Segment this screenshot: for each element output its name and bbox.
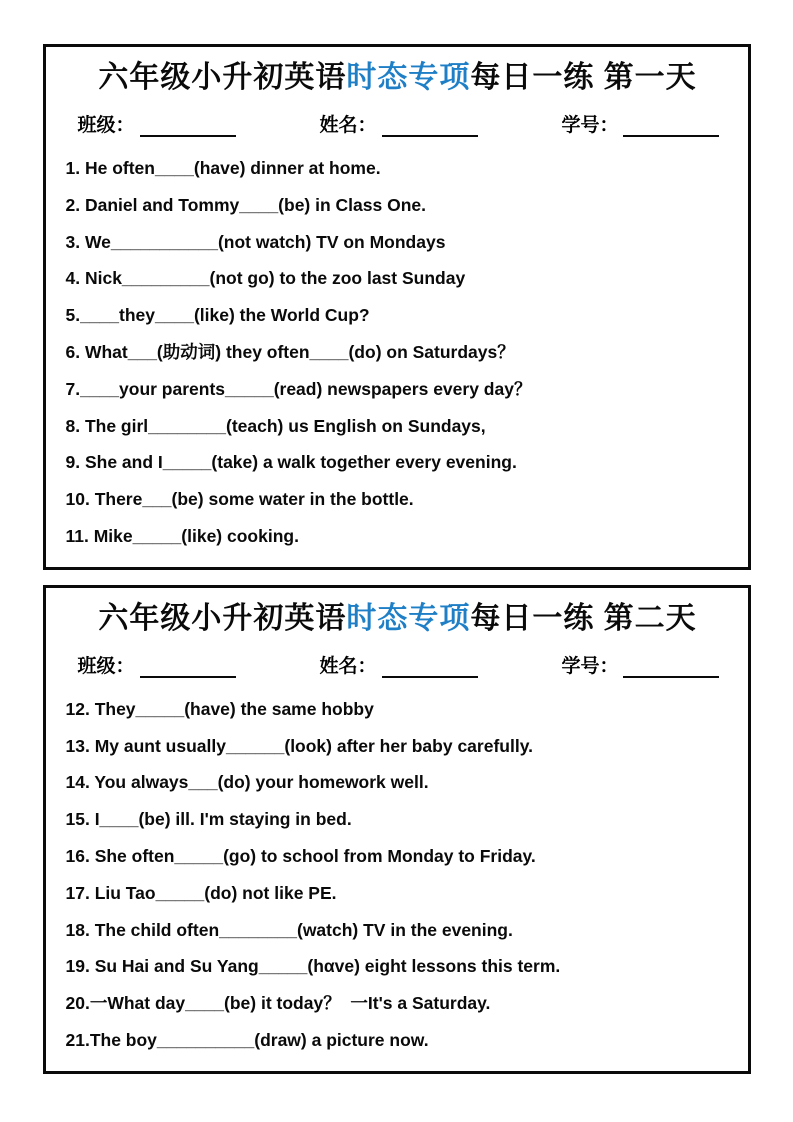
student-number-label: 学号： bbox=[561, 115, 619, 136]
student-number-label: 学号： bbox=[561, 655, 619, 677]
title-prefix: 六年级小升初英语 bbox=[98, 601, 347, 635]
student-number-field bbox=[561, 651, 719, 678]
exercise-list-day1 bbox=[66, 150, 730, 555]
exercise-item-8: 8. The girl________(teach) us English on Sundays, bbox=[65, 415, 486, 436]
title-highlight: 时态专项 bbox=[346, 601, 471, 635]
class-field bbox=[78, 651, 236, 678]
student-info-row bbox=[78, 110, 720, 137]
class-blank-line bbox=[140, 114, 236, 137]
title-suffix: 每日一练 第一天 bbox=[470, 61, 697, 94]
exercise-item-13: 13. My aunt usually______(look) after her baby carefully. bbox=[65, 735, 533, 756]
worksheet-day2 bbox=[43, 585, 751, 1074]
worksheet-title-day1 bbox=[66, 55, 730, 101]
student-info-row bbox=[78, 651, 720, 678]
name-label: 姓名： bbox=[319, 655, 377, 677]
exercise-item-5: 5.____they____(like) the World Cup? bbox=[65, 305, 370, 326]
worksheet-day1 bbox=[43, 44, 751, 570]
name-field bbox=[319, 110, 477, 137]
exercise-item-20: 20.一What day____(be) it today？ 一It's a Saturday. bbox=[65, 993, 491, 1014]
student-number-blank-line bbox=[623, 114, 719, 137]
class-field bbox=[78, 110, 236, 137]
name-blank-line bbox=[382, 655, 478, 678]
exercise-item-17: 17. Liu Tao_____(do) not like PE. bbox=[65, 882, 337, 903]
exercise-item-16: 16. She often_____(go) to school from Monday to Friday. bbox=[65, 845, 536, 866]
exercise-item-9: 9. She and I_____(take) a walk together every evening. bbox=[65, 452, 517, 473]
worksheet-title-day2 bbox=[66, 596, 730, 642]
class-blank-line bbox=[140, 655, 236, 678]
name-label: 姓名： bbox=[319, 115, 377, 136]
exercise-item-7: 7.____your parents_____(read) newspapers every day？ bbox=[65, 378, 532, 399]
exercise-item-11: 11. Mike_____(like) cooking. bbox=[65, 525, 299, 546]
student-number-blank-line bbox=[623, 655, 719, 678]
exercise-item-10: 10. There___(be) some water in the bottle. bbox=[65, 489, 414, 510]
student-number-field bbox=[561, 110, 719, 137]
exercise-item-19: 19. Su Hai and Su Yang_____(hαve) eight lessons this term. bbox=[65, 956, 561, 977]
exercise-item-1: 1. He often____(have) dinner at home. bbox=[65, 158, 381, 178]
exercise-item-4: 4. Nick_________(not go) to the zoo last Sunday bbox=[65, 268, 466, 289]
name-field bbox=[319, 651, 477, 678]
class-label: 班级： bbox=[77, 115, 135, 136]
exercise-item-2: 2. Daniel and Tommy____(be) in Class One. bbox=[65, 194, 426, 215]
name-blank-line bbox=[382, 114, 478, 137]
exercise-item-15: 15. I____(be) ill. I'm staying in bed. bbox=[65, 809, 352, 830]
class-label: 班级： bbox=[77, 655, 135, 677]
exercise-list-day2 bbox=[66, 691, 730, 1059]
exercise-item-6: 6. What___(助动词) they often____(do) on Saturdays？ bbox=[65, 341, 515, 362]
exercise-item-14: 14. You always___(do) your homework well. bbox=[65, 772, 429, 793]
title-highlight: 时态专项 bbox=[346, 61, 471, 94]
exercise-item-18: 18. The child often________(watch) TV in the evening. bbox=[65, 919, 513, 940]
exercise-item-21: 21.The boy__________(draw) a picture now. bbox=[65, 1029, 429, 1050]
title-suffix: 每日一练 第二天 bbox=[470, 601, 697, 635]
exercise-item-12: 12. They_____(have) the same hobby bbox=[65, 698, 374, 719]
exercise-item-3: 3. We___________(not watch) TV on Mondays bbox=[65, 231, 446, 252]
title-prefix: 六年级小升初英语 bbox=[98, 61, 347, 94]
